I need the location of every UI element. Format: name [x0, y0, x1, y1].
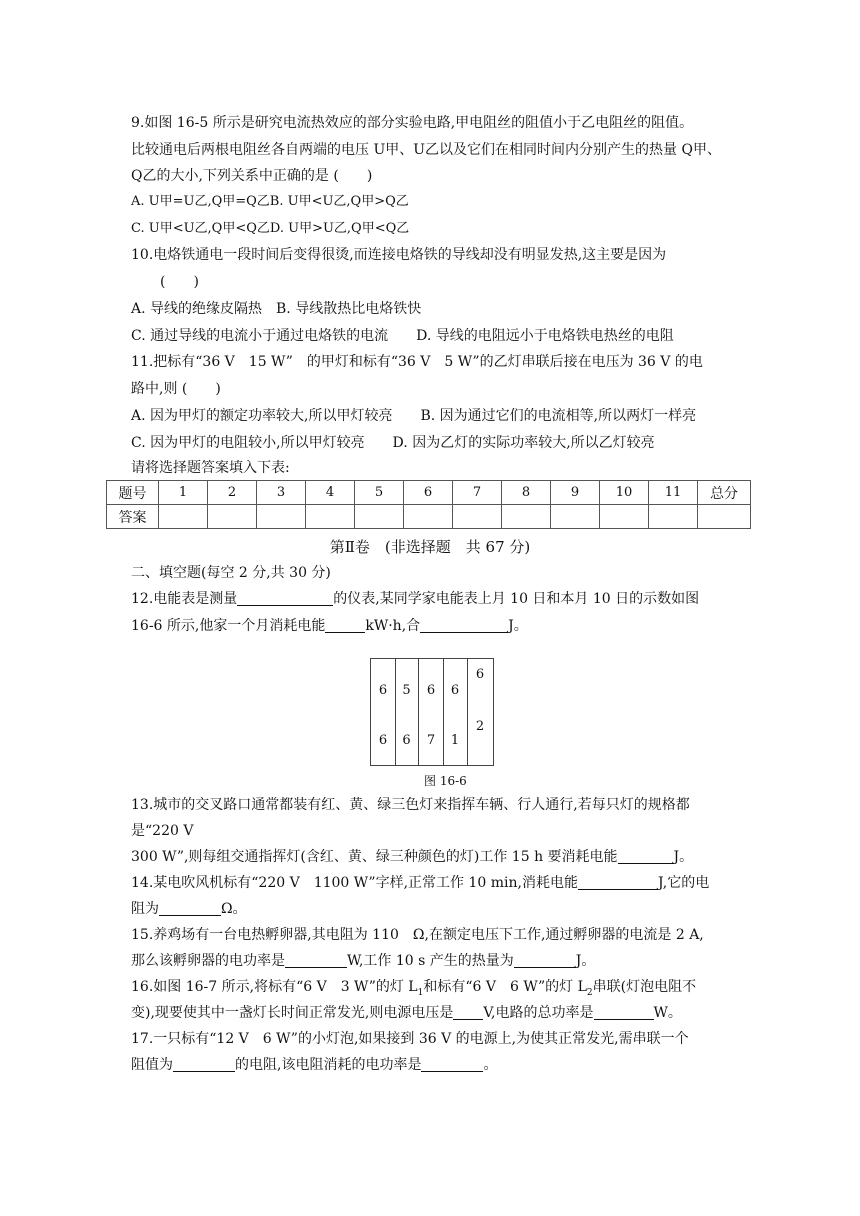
q11-options-ab: A. 因为甲灯的额定功率较大,所以甲灯较亮 B. 因为通过它们的电流相等,所以两灯一样亮: [131, 408, 697, 424]
q17-text: 。: [483, 1057, 498, 1073]
answer-blank[interactable]: [594, 1005, 654, 1020]
answer-cell[interactable]: [159, 505, 208, 529]
meter-digit-column: [443, 659, 468, 765]
answer-cell[interactable]: [257, 505, 306, 529]
electricity-meter-figure: [370, 658, 494, 766]
q14-line1: [131, 874, 709, 892]
fill-in-heading: 二、填空题(每空 2 分,共 30 分): [131, 565, 331, 581]
answer-blank[interactable]: [325, 618, 365, 633]
meter-digit: 1: [450, 733, 460, 748]
q14-text: 阻为: [131, 901, 159, 917]
answer-cell[interactable]: [649, 505, 698, 529]
q11-options-cd: C. 因为甲灯的电阻较小,所以甲灯较亮 D. 因为乙灯的实际功率较大,所以乙灯较亮: [131, 435, 655, 451]
answer-blank[interactable]: [159, 901, 221, 916]
q10-stem-line1: 10.电烙铁通电一段时间后变得很烫,而连接电烙铁的导线却没有明显发热,这主要是因为: [131, 247, 667, 263]
q14-text: 14.某电吹风机标有“220 V 1100 W”字样,正常工作 10 min,消耗电能: [131, 875, 578, 891]
table-intro: 请将选择题答案填入下表:: [131, 460, 290, 476]
q15-text: W,工作 10 s 产生的热量为: [347, 953, 514, 969]
q12-line2: [131, 617, 528, 635]
q15-line1: 15.养鸡场有一台电热孵卵器,其电阻为 110 Ω,在额定电压下工作,通过孵卵器的电流是 2 A,: [131, 927, 704, 943]
q12-text: 的仪表,某同学家电能表上月 10 日和本月 10 日的示数如图: [333, 591, 700, 607]
q11-stem-line2: 路中,则 ( ): [131, 381, 221, 397]
table-number-cell: 6: [404, 481, 453, 505]
table-number-cell: 5: [355, 481, 404, 505]
q14-line2: [131, 900, 247, 918]
q13-line2: 是“220 V: [131, 823, 194, 839]
q16-line2: [131, 1004, 682, 1022]
answer-cell[interactable]: [502, 505, 551, 529]
q13-line1: 13.城市的交叉路口通常都装有红、黄、绿三色灯来指挥车辆、行人通行,若每只灯的规格都: [131, 797, 690, 813]
table-total-label: 总分: [698, 481, 751, 505]
q9-options-ab: A. U甲=U乙,Q甲=Q乙B. U甲<U乙,Q甲>Q乙: [131, 194, 409, 209]
answer-blank[interactable]: [618, 849, 674, 864]
meter-digit: 6: [402, 733, 411, 748]
q13-line3: [131, 848, 693, 866]
q11-stem-line1: 11.把标有“36 V 15 W” 的甲灯和标有“36 V 5 W”的乙灯串联后接在电压为 36 V 的电: [131, 354, 703, 370]
answer-cell[interactable]: [208, 505, 257, 529]
q12-text: 12.电能表是测量: [131, 591, 238, 607]
q17-line1: 17.一只标有“12 V 6 W”的小灯泡,如果接到 36 V 的电源上,为使其正常发光,需串联一个: [131, 1031, 689, 1047]
q13-text: 300 W”,则每组交通指挥灯(含红、黄、绿三种颜色的灯)工作 15 h 要消耗电能: [131, 849, 618, 865]
q16-text: V,电路的总功率是: [483, 1005, 594, 1021]
q9-options-cd: C. U甲<U乙,Q甲<Q乙D. U甲>U乙,Q甲<Q乙: [131, 221, 410, 236]
q10-stem-line2: ( ): [160, 274, 199, 290]
subscript: 1: [417, 987, 424, 998]
table-number-cell: 11: [649, 481, 698, 505]
meter-digit: 5: [402, 683, 411, 698]
total-score-cell[interactable]: [698, 505, 751, 529]
q10-options-ab: A. 导线的绝缘皮隔热 B. 导线散热比电烙铁快: [131, 301, 422, 317]
q17-line2: [131, 1056, 497, 1074]
q15-line2: [131, 952, 595, 970]
meter-digit-column: [467, 659, 493, 765]
q16-line1: [131, 978, 696, 1002]
answer-cell[interactable]: [404, 505, 453, 529]
q15-text: J。: [575, 953, 596, 969]
figure-caption: 图 16-6: [424, 774, 467, 788]
meter-digit: 7: [426, 733, 436, 748]
meter-digit: 6: [450, 683, 460, 698]
section-2-title: 第Ⅱ卷 (非选择题 共 67 分): [329, 538, 531, 556]
q9-stem-line2: 比较通电后两根电阻丝各自两端的电压 U甲、U乙以及它们在相同时间内分别产生的热量 Q甲、: [131, 142, 721, 158]
meter-digit-column: [419, 659, 444, 765]
table-answer-label: 答案: [107, 505, 159, 529]
answer-cell[interactable]: [600, 505, 649, 529]
meter-digit: 6: [426, 683, 436, 698]
q16-text: 16.如图 16-7 所示,将标有“6 V 3 W”的灯 L: [131, 979, 418, 995]
q9-stem-line1: 9.如图 16-5 所示是研究电流热效应的部分实验电路,甲电阻丝的阻值小于乙电阻丝的阻值。: [131, 115, 694, 131]
table-number-cell: 7: [453, 481, 502, 505]
q14-text: J,它的电: [657, 875, 710, 891]
table-number-cell: 3: [257, 481, 306, 505]
answer-blank[interactable]: [514, 953, 576, 968]
table-number-cell: 4: [306, 481, 355, 505]
q12-line1: [131, 590, 699, 608]
q12-text: kW·h,合: [365, 618, 421, 634]
answer-cell[interactable]: [306, 505, 355, 529]
answer-blank[interactable]: [285, 953, 347, 968]
answer-cell[interactable]: [453, 505, 502, 529]
meter-digit-column: [371, 659, 396, 765]
q15-text: 那么该孵卵器的电功率是: [131, 953, 285, 969]
table-row-numbers: [107, 481, 751, 505]
q12-text: 16-6 所示,他家一个月消耗电能: [131, 618, 326, 634]
table-number-cell: 2: [208, 481, 257, 505]
answer-blank[interactable]: [420, 618, 508, 633]
table-number-cell: 8: [502, 481, 551, 505]
answer-blank[interactable]: [421, 1057, 483, 1072]
meter-digit-column: [395, 659, 419, 765]
answer-blank[interactable]: [173, 1057, 235, 1072]
q17-text: 阻值为: [131, 1057, 173, 1073]
answer-cell[interactable]: [551, 505, 600, 529]
subscript: 2: [586, 987, 593, 998]
meter-digit: 2: [475, 719, 485, 734]
answer-cell[interactable]: [355, 505, 404, 529]
table-row-answers: [107, 505, 751, 529]
q16-text: 和标有“6 V 6 W”的灯 L: [423, 979, 587, 995]
q9-stem-line3: Q乙的大小,下列关系中正确的是 ( ): [131, 168, 373, 184]
answer-blank[interactable]: [453, 1005, 483, 1020]
meter-digit: 6: [475, 667, 485, 682]
table-number-cell: 10: [600, 481, 649, 505]
q17-text: 的电阻,该电阻消耗的电功率是: [235, 1057, 422, 1073]
answer-blank[interactable]: [578, 875, 658, 890]
answer-blank[interactable]: [237, 591, 333, 606]
meter-digit: 6: [378, 733, 388, 748]
q14-text: Ω。: [221, 901, 247, 917]
q16-text: 串联(灯泡电阻不: [592, 979, 697, 995]
table-header-label: 题号: [107, 481, 159, 505]
q16-text: W。: [653, 1005, 682, 1021]
q16-text: 变),现要使其中一盏灯长时间正常发光,则电源电压是: [131, 1005, 454, 1021]
q12-text: J。: [508, 618, 528, 634]
q10-options-cd: C. 通过导线的电流小于通过电烙铁的电流 D. 导线的电阻远小于电烙铁电热丝的电阻: [131, 328, 674, 344]
table-number-cell: 9: [551, 481, 600, 505]
q13-text: J。: [673, 849, 694, 865]
table-number-cell: 1: [159, 481, 208, 505]
meter-digit: 6: [378, 683, 388, 698]
answer-table: [106, 480, 751, 529]
